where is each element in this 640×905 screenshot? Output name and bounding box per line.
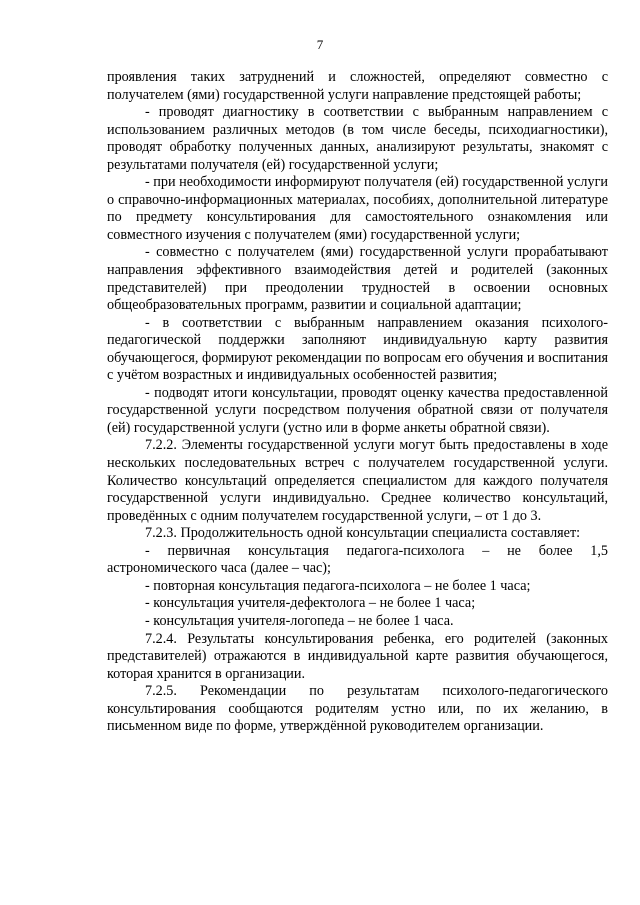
list-item-informing: - при необходимости информируют получателя (ей) государственной услуги о справочно-информационных материалах, пособиях, дополнительной литературе по предмету консультирования для самостоятельного ознакомления или совместного изучения с получателем (ями) государственной услуги;	[107, 174, 608, 243]
duration-item-speech-therapist: - консультация учителя-логопеда – не более 1 часа.	[145, 612, 454, 629]
clause-7-2-3: 7.2.3. Продолжительность одной консультации специалиста составляет:	[145, 525, 581, 542]
clause-7-2-5: 7.2.5. Рекомендации по результатам психолого-педагогического консультирования сообщаются родителям устно или, по их желанию, в письменном виде по форме, утверждённой руководителем организации.	[107, 683, 608, 735]
list-item-diagnostics: - проводят диагностику в соответствии с выбранным направлением с использованием различных методов (в том числе беседы, психодиагностики), проводят обработку полученных данных, анализируют результаты, знакомят с результатами получателя (ей) государственной услуги;	[107, 104, 608, 173]
duration-item-repeat: - повторная консультация педагога-психолога – не более 1 часа;	[145, 577, 531, 594]
list-item-joint-work: - совместно с получателем (ями) государственной услуги прорабатывают направления эффективного взаимодействия детей и родителей (законных представителей) при преодолении трудностей в освоении основных общеобразовательных программ, развитии и социальной адаптации;	[107, 244, 608, 314]
duration-item-primary: - первичная консультация педагога-психолога – не более 1,5 астрономического часа (далее – час);	[107, 542, 608, 577]
page-number: 7	[316, 37, 324, 52]
paragraph-continuation: проявления таких затруднений и сложностей, определяют совместно с получателем (ями) государственной услуги направление предстоящей работы;	[107, 69, 608, 103]
document-body	[107, 69, 608, 736]
duration-item-defectologist: - консультация учителя-дефектолога – не более 1 часа;	[145, 595, 476, 612]
clause-7-2-4: 7.2.4. Результаты консультирования ребенка, его родителей (законных представителей) отражаются в индивидуальной карте развития обучающегося, которая хранится в организации.	[107, 630, 608, 682]
list-item-development-card: - в соответствии с выбранным направлением оказания психолого-педагогической поддержки заполняют индивидуальную карту развития обучающегося, формируют рекомендации по вопросам его обучения и воспитания с учётом возрастных и индивидуальных особенностей развития;	[107, 314, 608, 384]
list-item-summary: - подводят итоги консультации, проводят оценку качества предоставленной государственной услуги посредством получения обратной связи от получателя (ей) государственной услуги (устно или в форме анкеты обратной связи).	[107, 384, 608, 436]
clause-7-2-2: 7.2.2. Элементы государственной услуги могут быть предоставлены в ходе нескольких последовательных встреч с получателем государственной услуги. Количество консультаций определяется специалистом для каждого получателя государственной услуги индивидуально. Среднее количество консультаций, проведённых с одним получателем государственной услуги, – от 1 до 3.	[107, 437, 608, 524]
